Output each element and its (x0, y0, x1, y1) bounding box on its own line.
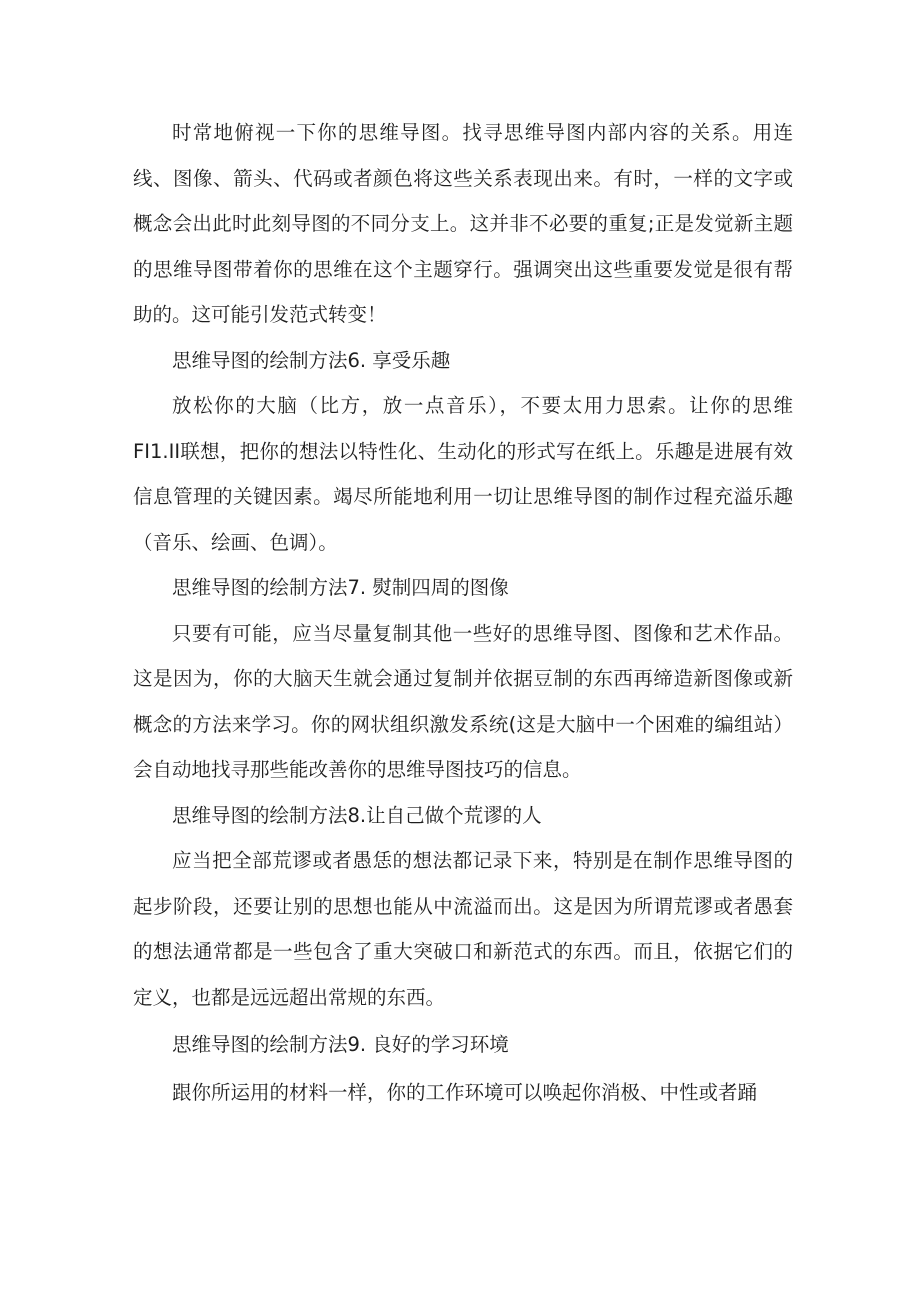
section-heading-8: 思维导图的绘制方法8.让自己做个荒谬的人 (172, 803, 542, 827)
paragraph-absurd-ideas: 应当把全部荒谬或者愚恁的想法都记录下来，特别是在制作思维导图的起步阶段，还要让别的思想也能从中流溢而出。这是因为所谓荒谬或者愚套的想法通常都是一些包含了重大突破口和新范式的东西。而且，依据它们的定义，也都是远远超出常规的东西。 (133, 849, 793, 1009)
paragraph-enjoy-fun: 放松你的大脑（比方，放一点音乐），不要太用力思索。让你的思维FI1.II联想，把你的想法以特性化、生动化的形式写在纸上。乐趣是进展有效信息管理的关键因素。竭尽所能地利用一切让思维导图的制作过程充溢乐趣（音乐、绘画、色调）。 (133, 394, 793, 554)
paragraph-copy-images: 只要有可能，应当尽量复制其他一些好的思维导图、图像和艺术作品。这是因为，你的大脑天生就会通过复制并依据豆制的东西再缔造新图像或新概念的方法来学习。你的网状组织激发系统(这是大脑中一个困难的编组站）会自动地找寻那些能改善你的思维导图技巧的信息。 (133, 621, 793, 781)
document-body (133, 110, 793, 1115)
section-heading-6: 思维导图的绘制方法6. 享受乐趣 (172, 348, 451, 372)
paragraph-environment: 跟你所运用的材料一样，你的工作环境可以唤起你消极、中性或者踊 (172, 1080, 758, 1104)
section-heading-9: 思维导图的绘制方法9. 良好的学习环境 (172, 1033, 509, 1056)
paragraph-review-relations: 时常地俯视一下你的思维导图。找寻思维导图内部内容的关系。用连线、图像、箭头、代码或者颜色将这些关系表现出来。有时，一样的文字或概念会出此时此刻导图的不同分支上。这并非不必要的重复;正是发觉新主题的思维导图带着你的思维在这个主题穿行。强调突出这些重要发觉是很有帮助的。这可能引发范式转变！ (133, 121, 793, 326)
section-heading-7: 思维导图的绘制方法7. 熨制四周的图像 (172, 576, 509, 599)
